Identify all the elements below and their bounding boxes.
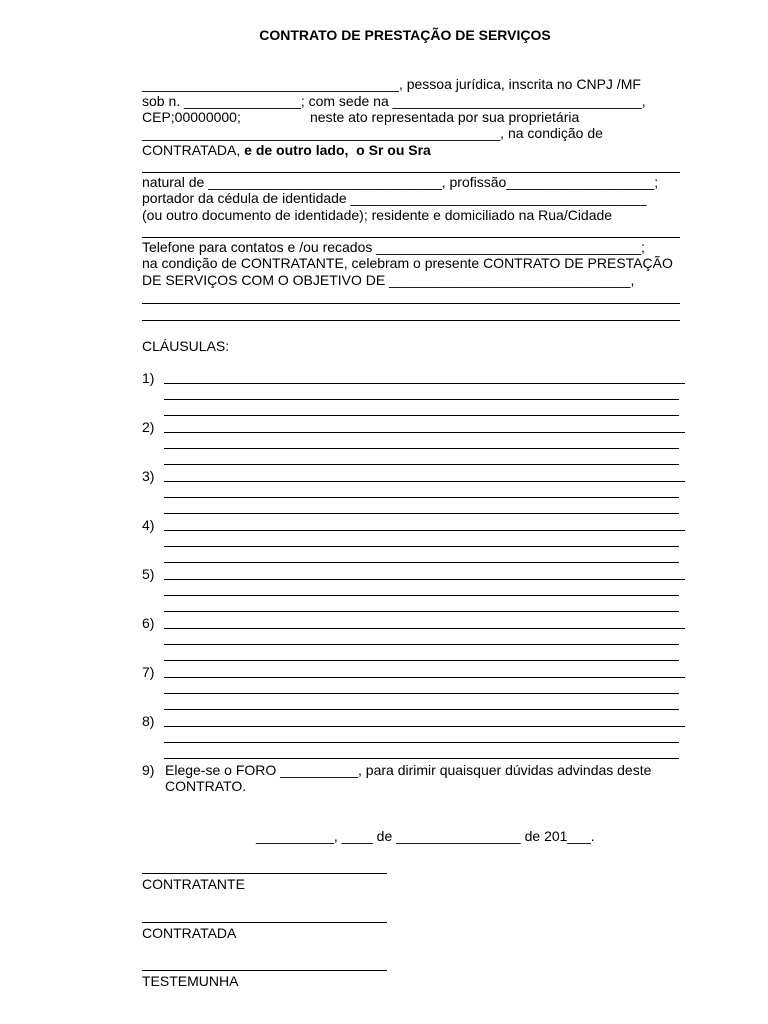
clause-blank-line <box>164 497 679 498</box>
signature-line <box>142 922 387 923</box>
clause-number: 2) <box>142 419 155 435</box>
clause-blank-line <box>164 562 679 563</box>
clause-blank-line <box>164 415 679 416</box>
signature-line <box>142 873 387 874</box>
clause-blank-line <box>164 546 679 547</box>
intro-line-7: natural de ______________________________, profissão___________________; <box>142 174 659 190</box>
clause-blank-line <box>164 677 685 678</box>
signature-testemunha: TESTEMUNHA <box>142 973 239 989</box>
clause-blank-line <box>164 628 685 629</box>
intro-line-1: _________________________________, pessoa jurídica, inscrita no CNPJ /MF <box>142 76 641 92</box>
clause-blank-line <box>164 513 679 514</box>
clause-number: 6) <box>142 615 155 631</box>
signature-contratada: CONTRATADA <box>142 925 237 941</box>
clause-number: 5) <box>142 566 155 582</box>
intro-line-4: ______________________________________________, na condição de <box>142 125 603 141</box>
clause-blank-line <box>164 481 685 482</box>
intro-line-3-cep: CEP;00000000; <box>142 109 241 125</box>
blank-line <box>142 303 680 304</box>
intro-line-3-rest: neste ato representada por sua proprietária <box>310 109 580 125</box>
clause-blank-line <box>164 448 679 449</box>
clause-blank-line <box>164 530 685 531</box>
intro-line-8: portador da cédula de identidade ______________________________________ <box>142 190 647 206</box>
clause-blank-line <box>164 464 679 465</box>
clause-blank-line <box>164 432 685 433</box>
clause-number: 1) <box>142 370 155 386</box>
clause-blank-line <box>164 611 679 612</box>
other-party-label: e de outro lado, o Sr ou Sra <box>244 142 431 158</box>
clause-number: 3) <box>142 468 155 484</box>
intro-line-12: na condição de CONTRATANTE, celebram o presente CONTRATO DE PRESTAÇÃO <box>142 255 673 271</box>
intro-line-13: DE SERVIÇOS COM O OBJETIVO DE _______________________________, <box>142 272 635 288</box>
clause-blank-line <box>164 758 679 759</box>
clause-number: 4) <box>142 517 155 533</box>
intro-line-11: Telefone para contatos e /ou recados __________________________________; <box>142 239 645 255</box>
intro-line-5 <box>142 142 431 158</box>
clause-blank-line <box>164 579 685 580</box>
clause-number: 7) <box>142 664 155 680</box>
clause-9-number: 9) <box>142 762 155 778</box>
clause-blank-line <box>164 709 679 710</box>
clause-blank-line <box>164 742 679 743</box>
clause-blank-line <box>164 726 685 727</box>
clause-9-line-1: Elege-se o FORO __________, para dirimir quaisquer dúvidas advindas deste <box>165 762 652 778</box>
intro-line-9: (ou outro documento de identidade); residente e domiciliado na Rua/Cidade <box>142 207 613 223</box>
blank-line <box>142 320 680 321</box>
document-title: CONTRATO DE PRESTAÇÃO DE SERVIÇOS <box>259 27 551 43</box>
clause-blank-line <box>164 693 679 694</box>
clauses-heading: CLÁUSULAS: <box>142 338 230 354</box>
contratada-label: CONTRATADA, <box>142 142 245 158</box>
intro-line-2: sob n. _______________; com sede na ________________________________, <box>142 93 646 109</box>
clause-blank-line <box>164 660 679 661</box>
signature-contratante: CONTRATANTE <box>142 876 245 892</box>
clause-blank-line <box>164 399 679 400</box>
date-line: __________, ____ de ________________ de 201___. <box>256 828 595 844</box>
clause-blank-line <box>164 644 679 645</box>
clause-number: 8) <box>142 713 155 729</box>
clause-blank-line <box>164 383 685 384</box>
blank-line <box>142 237 680 238</box>
clause-blank-line <box>164 595 679 596</box>
blank-line <box>142 172 680 173</box>
signature-line <box>142 970 387 971</box>
clause-9-line-2: CONTRATO. <box>165 778 247 794</box>
